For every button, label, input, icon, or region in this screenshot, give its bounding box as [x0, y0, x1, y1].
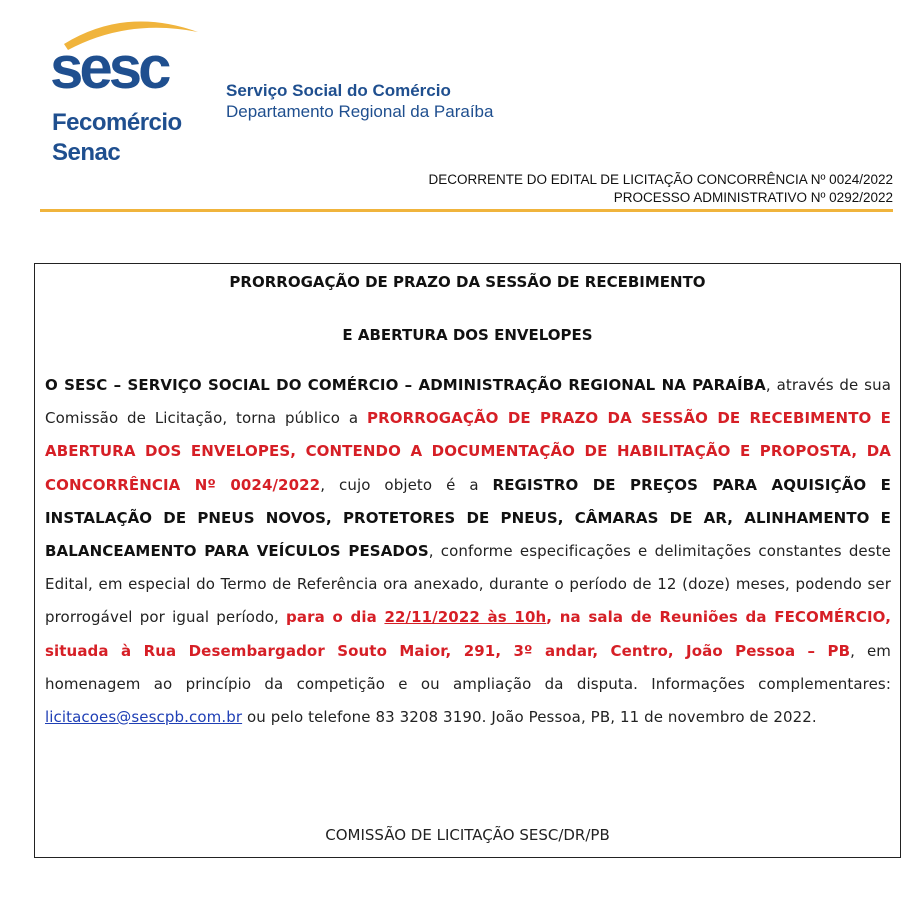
extension-notice: PRORROGAÇÃO DE PRAZO DA SESSÃO DE RECEBIMENTO E ABERTURA DOS ENVELOPES, CONTENDO A DOCUMENTAÇÃO DE HABILITAÇÃO E PROPOSTA, DA CONCORRÊNCIA Nº 0024/2022	[45, 409, 891, 494]
body-text-segment: , conforme especificações e delimitações constantes deste Edital, em especial do Termo de Referência ora anexado, durante o período de 12 (doze) meses, podendo ser prorrogável por igual período,	[45, 542, 891, 627]
new-session-date: 22/11/2022 às 10h	[384, 608, 547, 627]
notice-title: PRORROGAÇÃO DE PRAZO DA SESSÃO DE RECEBIMENTO	[229, 273, 706, 291]
session-location: , na sala de Reuniões da FECOMÉRCIO, situada à Rua Desembargador Souto Maior, 291, 3º andar, Centro, João Pessoa – PB	[45, 608, 892, 660]
body-text-segment: , cujo objeto é a	[320, 475, 493, 494]
svg-text:Fecomércio: Fecomércio	[52, 109, 182, 136]
contact-email-link[interactable]: licitacoes@sescpb.com.br	[45, 708, 243, 727]
header-divider	[40, 209, 893, 212]
procurement-object: REGISTRO DE PREÇOS PARA AQUISIÇÃO E INSTALAÇÃO DE PNEUS NOVOS, PROTETORES DE PNEUS, CÂMARAS DE AR, ALINHAMENTO E BALANCEAMENTO PARA VEÍCULOS PESADOS	[45, 475, 891, 561]
sesc-fecomercio-senac-logo	[46, 14, 216, 174]
body-text-segment: , em homenagem ao princípio da competição e ou ampliação da disputa. Informações complementares:	[45, 641, 892, 693]
body-text-segment: ou pelo telefone 83 3208 3190. João Pessoa, PB, 11 de novembro de 2022.	[242, 708, 817, 727]
signature: COMISSÃO DE LICITAÇÃO SESC/DR/PB	[325, 826, 610, 844]
notice-body	[45, 369, 891, 734]
organization-block	[226, 80, 493, 122]
notice-box	[34, 263, 901, 858]
issuer-name: O SESC – SERVIÇO SOCIAL DO COMÉRCIO – ADMINISTRAÇÃO REGIONAL NA PARAÍBA	[45, 376, 766, 394]
notice-subtitle: E ABERTURA DOS ENVELOPES	[342, 326, 593, 344]
organization-name: Serviço Social do Comércio	[226, 81, 451, 100]
svg-text:Senac: Senac	[52, 139, 121, 166]
body-text-segment: , através de sua Comissão de Licitação, torna público a	[45, 376, 891, 428]
reference-block	[428, 171, 893, 207]
new-date-intro: para o dia	[286, 608, 385, 627]
process-reference: PROCESSO ADMINISTRATIVO Nº 0292/2022	[613, 190, 893, 205]
svg-text:sesc: sesc	[50, 34, 168, 101]
edital-reference: DECORRENTE DO EDITAL DE LICITAÇÃO CONCORRÊNCIA Nº 0024/2022	[428, 172, 893, 187]
department-name: Departamento Regional da Paraíba	[226, 102, 494, 121]
